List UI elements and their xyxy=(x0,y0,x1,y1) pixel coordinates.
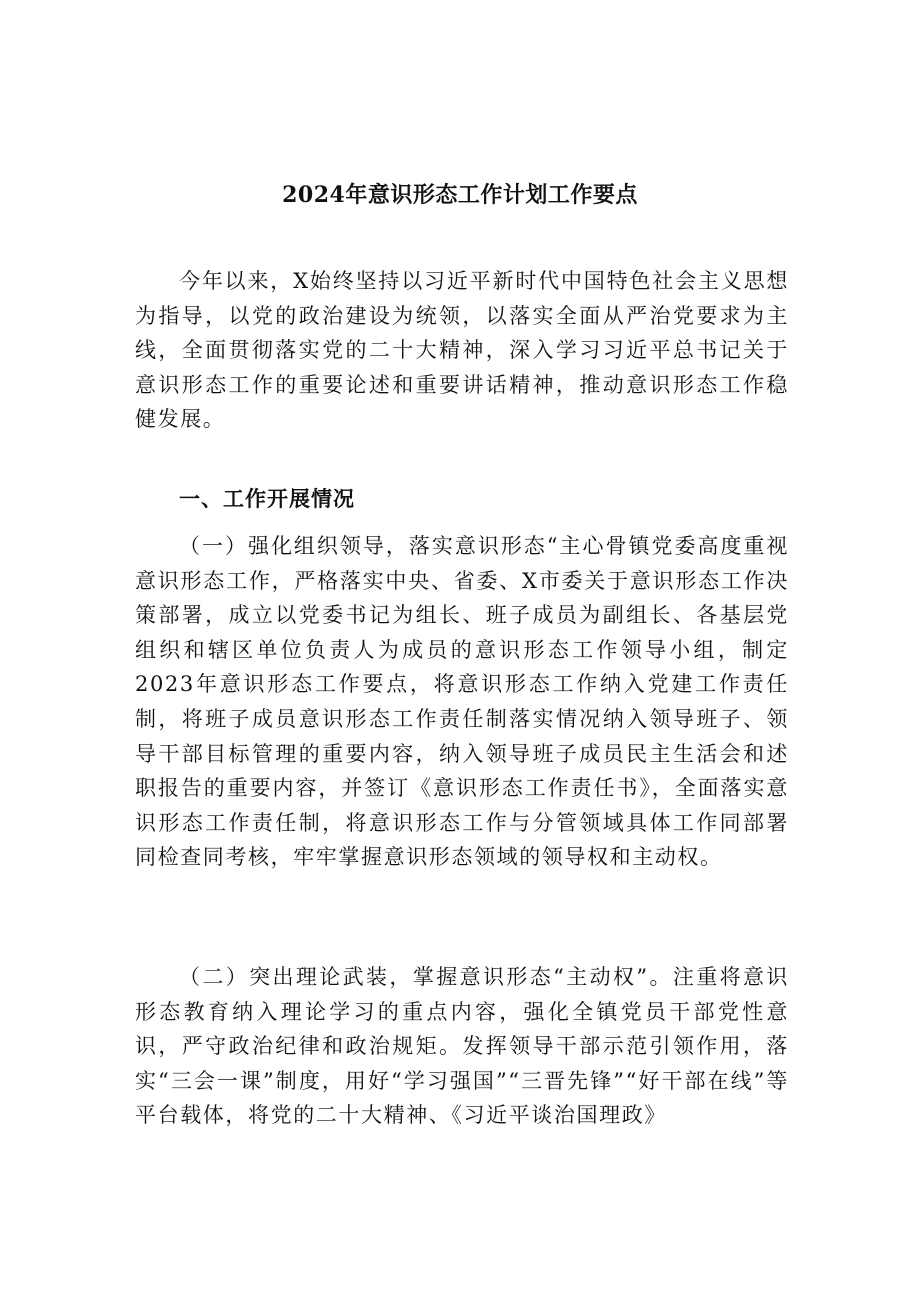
section-heading: 一、工作开展情况 xyxy=(179,487,355,511)
section-item-1: （一）强化组织领导，落实意识形态“主心骨镇党委高度重视意识形态工作，严格落实中央、省委、X市委关于意识形态工作决策部署，成立以党委书记为组长、班子成员为副组长、各基层党组织和辖区单位负责人为成员的意识形态工作领导小组，制定2023年意识形态工作要点，将意识形态工作纳入党建工作责任制，将班子成员意识形态工作责任制落实情况纳入领导班子、领导干部目标管理的重要内容，纳入领导班子成员民主生活会和述职报告的重要内容，并签订《意识形态工作责任书》，全面落实意识形态工作责任制，将意识形态工作与分管领域具体工作同部署同检查同考核，牢牢掌握意识形态领域的领导权和主动权。 xyxy=(135,534,789,870)
intro-paragraph: 今年以来，X始终坚持以习近平新时代中国特色社会主义思想为指导，以党的政治建设为统领，以落实全面从严治党要求为主线，全面贯彻落实党的二十大精神，深入学习习近平总书记关于意识形态工作的重要论述和重要讲话精神，推动意识形态工作稳健发展。 xyxy=(135,269,789,432)
document-title: 2024年意识形态工作计划工作要点 xyxy=(282,182,638,208)
section-item-2: （二）突出理论武装，掌握意识形态“主动权”。注重将意识形态教育纳入理论学习的重点内容，强化全镇党员干部党性意识，严守政治纪律和政治规矩。发挥领导干部示范引领作用，落实“三会一课”制度，用好“学习强国”“三晋先锋”“好干部在线”等平台载体，将党的二十大精神、《习近平谈治国理政》 xyxy=(135,965,789,1128)
